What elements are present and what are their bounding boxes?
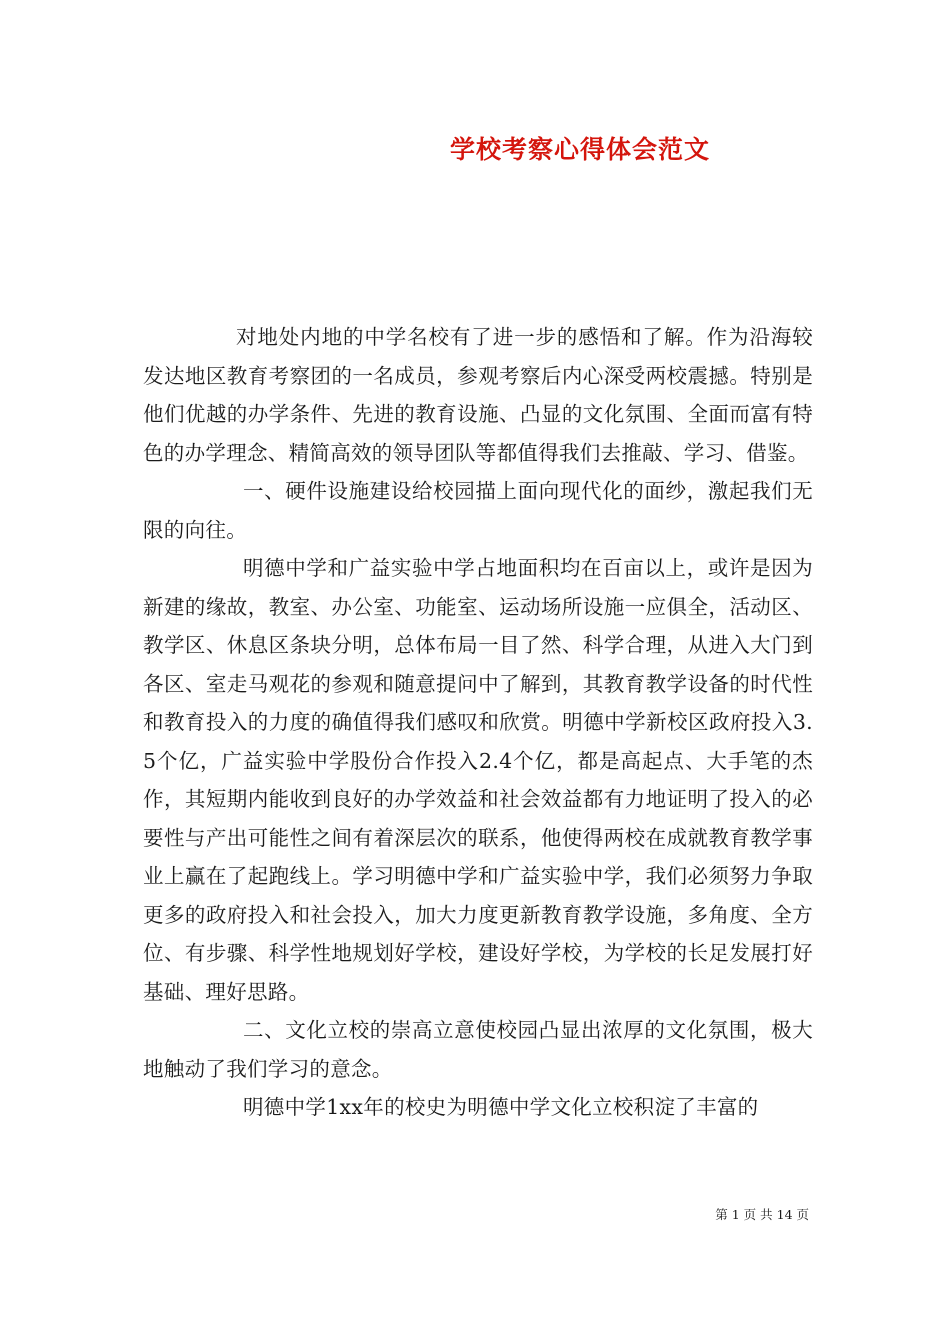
section-heading-culture: 二、文化立校的崇高立意使校园凸显出浓厚的文化氛围，极大地触动了我们学习的意念。: [143, 1018, 813, 1081]
page-number-footer: 第 1 页 共 14 页: [715, 1207, 809, 1222]
paragraph-culture: 明德中学1xx年的校史为明德中学文化立校积淀了丰富的: [243, 1095, 759, 1119]
paragraph-intro: 对地处内地的中学名校有了进一步的感悟和了解。作为沿海较发达地区教育考察团的一名成员，参观考察后内心深受两校震撼。特别是他们优越的办学条件、先进的教育设施、凸显的文化氛围、全面而富有特色的办学理念、精简高效的领导团队等都值得我们去推敲、学习、借鉴。: [143, 325, 813, 465]
paragraph-hardware: 明德中学和广益实验中学占地面积均在百亩以上，或许是因为新建的缘故，教室、办公室、功能室、运动场所设施一应俱全，活动区、教学区、休息区条块分明，总体布局一目了然、科学合理，从进入大门到各区、室走马观花的参观和随意提问中了解到，其教育教学设备的时代性和教育投入的力度的确值得我们感叹和欣赏。明德中学新校区政府投入3.5个亿，广益实验中学股份合作投入2.4个亿，都是高起点、大手笔的杰作，其短期内能收到良好的办学效益和社会效益都有力地证明了投入的必要性与产出可能性之间有着深层次的联系，他使得两校在成就教育教学事业上赢在了起跑线上。学习明德中学和广益实验中学，我们必须努力争取更多的政府投入和社会投入，加大力度更新教育教学设施，多角度、全方位、有步骤、科学性地规划好学校，建设好学校，为学校的长足发展打好基础、理好思路。: [143, 556, 813, 1004]
section-heading-hardware: 一、硬件设施建设给校园描上面向现代化的面纱，激起我们无限的向往。: [143, 479, 813, 542]
document-body: [143, 318, 813, 1127]
document-title: 学校考察心得体会范文: [449, 135, 710, 164]
